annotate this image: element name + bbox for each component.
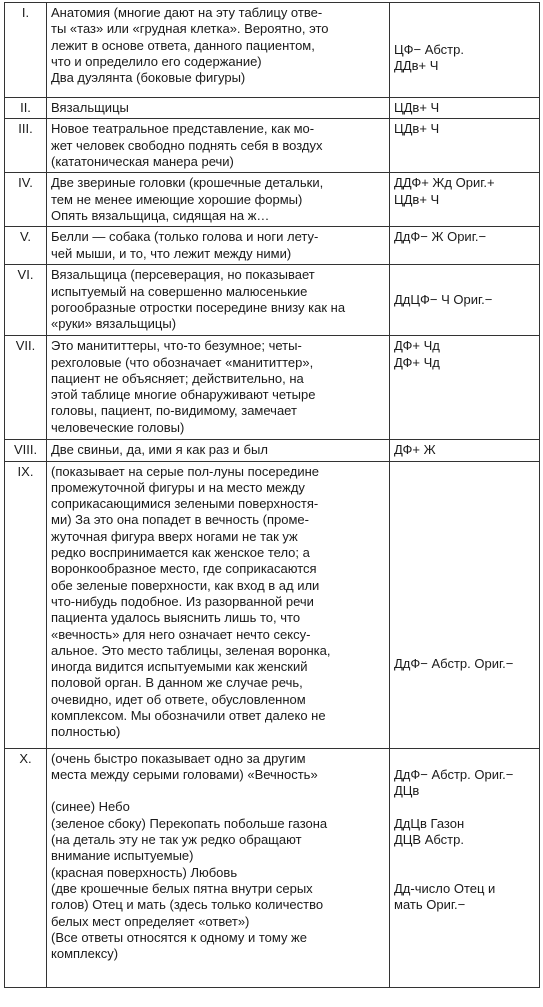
response-line: Анатомия (многие дают на эту таблицу отве-	[51, 5, 323, 20]
response-line: обе зеленые поверхности, как вход в ад или	[51, 577, 320, 593]
scoring-code: Дд-число Отец и	[394, 880, 496, 896]
response-line: Это манититтеры, что-то безумное; четы-	[51, 338, 302, 354]
scoring-code: ДдФ− Абстр. Ориг.−	[394, 655, 514, 671]
table-row	[5, 3, 540, 98]
scoring-code-cell	[390, 98, 540, 119]
response-line: ми) За это она попадет в вечность (проме-	[51, 512, 309, 528]
response-line: Две звериные головки (крошечные детальки,	[51, 175, 324, 191]
response-line: (синее) Небо	[51, 799, 130, 815]
response-line: «вечность» для него означает нечто сексу-	[51, 626, 311, 642]
card-number: VIII.	[5, 440, 47, 461]
response-line: Белли — собака (только голова и ноги лету-	[51, 229, 319, 245]
response-line: что-нибудь подобное. Из разорванной речи	[51, 593, 314, 609]
response-cell	[47, 119, 390, 173]
card-number: V.	[5, 227, 47, 265]
response-cell	[47, 173, 390, 227]
response-cell	[47, 748, 390, 987]
response-cell	[47, 265, 390, 336]
response-line: «руки» вязальщицы)	[51, 316, 177, 332]
scoring-code: ЦДв+ Ч	[394, 121, 440, 137]
scoring-code	[394, 865, 535, 881]
scoring-code-cell	[390, 336, 540, 440]
response-line: пациент не объясняет; действительно, на	[51, 370, 304, 386]
response-cell	[47, 336, 390, 440]
card-number: IV.	[5, 173, 47, 227]
scoring-code-cell	[390, 3, 540, 98]
scoring-code: ЦФ− Абстр.	[394, 41, 464, 57]
response-line: тем не менее имеющие хорошие формы)	[51, 191, 303, 207]
response-line	[51, 783, 385, 799]
scoring-code: ДФ+ Чд	[394, 354, 440, 370]
response-line: соприкасающимися зелеными поверхностя-	[51, 496, 319, 512]
response-line: (показывает на серые пол-луны посередине	[51, 463, 320, 479]
scoring-code: ЦДв+ Ч	[394, 100, 440, 115]
table-row	[5, 461, 540, 748]
scoring-code	[394, 799, 535, 815]
response-line: (на деталь эту не так уж редко обращают	[51, 832, 302, 848]
response-line: Вязальщицы	[51, 100, 129, 115]
response-line: воронкообразное место, где соприкасаются	[51, 561, 317, 577]
response-cell	[47, 227, 390, 265]
response-line: полностью)	[51, 724, 121, 740]
response-line: голов) Отец и мать (здесь только количество	[51, 897, 324, 913]
response-line: редко воспринимается как женское тело; а	[51, 545, 310, 561]
response-line: половой орган. В данном же случае речь,	[51, 675, 303, 691]
card-number: I.	[5, 3, 47, 98]
scoring-code: ДдЦФ− Ч Ориг.−	[394, 292, 493, 308]
table-row	[5, 336, 540, 440]
scoring-code-cell	[390, 227, 540, 265]
scoring-code: ДФ+ Чд	[394, 338, 440, 354]
response-line: комплексом. Мы обозначили ответ далеко не	[51, 708, 326, 724]
response-line: рогообразные отростки посередине внизу как на	[51, 299, 346, 315]
response-line: белых мест определяет «ответ»)	[51, 913, 250, 929]
table-row	[5, 227, 540, 265]
response-line: (красная поверхность) Любовь	[51, 864, 238, 880]
response-line: испытуемый на совершенно малюсенькие	[51, 283, 308, 299]
scoring-code: ДДв+ Ч	[394, 58, 439, 73]
response-line: (зеленое сбоку) Перекопать побольше газона	[51, 815, 328, 831]
response-line: (Все ответы относятся к одному и тому же	[51, 929, 307, 945]
table-row	[5, 173, 540, 227]
response-cell	[47, 98, 390, 119]
scoring-code: ДЦВ Абстр.	[394, 832, 464, 848]
scoring-code: ДдФ− Абстр. Ориг.−	[394, 766, 514, 782]
response-line: Опять вязальщица, сидящая на ж…	[51, 207, 270, 223]
response-line: комплексу)	[51, 946, 119, 962]
response-line: Две свиньи, да, ими я как раз и был	[51, 442, 268, 458]
response-line: альное. Это место таблицы, зеленая воронка,	[51, 642, 331, 658]
scoring-code: мать Ориг.−	[394, 897, 466, 913]
response-line: чей мыши, и то, что лежит между ними)	[51, 245, 292, 261]
response-line: головы, пациент, по-видимому, замечает	[51, 403, 297, 419]
response-line: внимание испытуемые)	[51, 848, 194, 864]
scoring-code-cell	[390, 461, 540, 748]
response-cell	[47, 461, 390, 748]
response-line: ты «таз» или «грудная клетка». Вероятно, это	[51, 21, 329, 37]
response-line: очевидно, идет об ответе, обусловленном	[51, 691, 306, 707]
table-row	[5, 119, 540, 173]
response-line: иногда видится испытуемыми как женский	[51, 659, 308, 675]
rorschach-protocol-table	[4, 2, 540, 988]
table-row	[5, 265, 540, 336]
scoring-code	[394, 848, 535, 864]
response-line: (очень быстро показывает одно за другим	[51, 750, 306, 766]
response-line: жуточная фигура вверх ногами не так уж	[51, 528, 298, 544]
response-line: Вязальщица (персеверация, но показывает	[51, 267, 315, 283]
response-line: (две крошечные белых пятна внутри серых	[51, 880, 313, 896]
response-cell	[47, 3, 390, 98]
scoring-code-cell	[390, 440, 540, 461]
response-line: жет человек свободно поднять себя в воздух	[51, 137, 323, 153]
response-line: человеческие головы)	[51, 419, 185, 435]
response-line: этой таблице многие обнаруживают четыре	[51, 387, 316, 403]
scoring-code-cell	[390, 265, 540, 336]
card-number: VI.	[5, 265, 47, 336]
scoring-code: ДФ+ Ж	[394, 442, 436, 458]
card-number: IX.	[5, 461, 47, 748]
scoring-code-cell	[390, 173, 540, 227]
response-line: (кататоническая манера речи)	[51, 153, 234, 169]
response-line: пациента удалось выяснить лишь то, что	[51, 610, 301, 626]
response-cell	[47, 440, 390, 461]
response-line: рехголовые (что обозначает «манититтер»,	[51, 354, 314, 370]
scoring-code: ДДФ+ Жд Ориг.+	[394, 175, 495, 191]
response-line: промежуточной фигуры и на место между	[51, 479, 305, 495]
response-line: лежит в основе ответа, данного пациентом,	[51, 37, 315, 53]
scoring-code: ДЦв	[394, 783, 420, 799]
response-line: что и определило его содержание)	[51, 53, 262, 69]
response-line: Новое театральное представление, как мо-	[51, 121, 315, 137]
card-number: III.	[5, 119, 47, 173]
table-row	[5, 748, 540, 987]
scoring-code-cell	[390, 119, 540, 173]
table-row	[5, 98, 540, 119]
scoring-code-cell	[390, 748, 540, 987]
card-number: II.	[5, 98, 47, 119]
scoring-code	[394, 751, 535, 767]
scoring-code: ЦДв+ Ч	[394, 191, 440, 207]
card-number: X.	[5, 748, 47, 987]
scoring-code: ДдФ− Ж Ориг.−	[394, 229, 487, 245]
table-row	[5, 440, 540, 461]
response-line: Два дуэлянта (боковые фигуры)	[51, 70, 246, 86]
response-line: места между серыми головами) «Вечность»	[51, 766, 318, 782]
card-number: VII.	[5, 336, 47, 440]
scoring-code: ДдЦв Газон	[394, 815, 465, 831]
